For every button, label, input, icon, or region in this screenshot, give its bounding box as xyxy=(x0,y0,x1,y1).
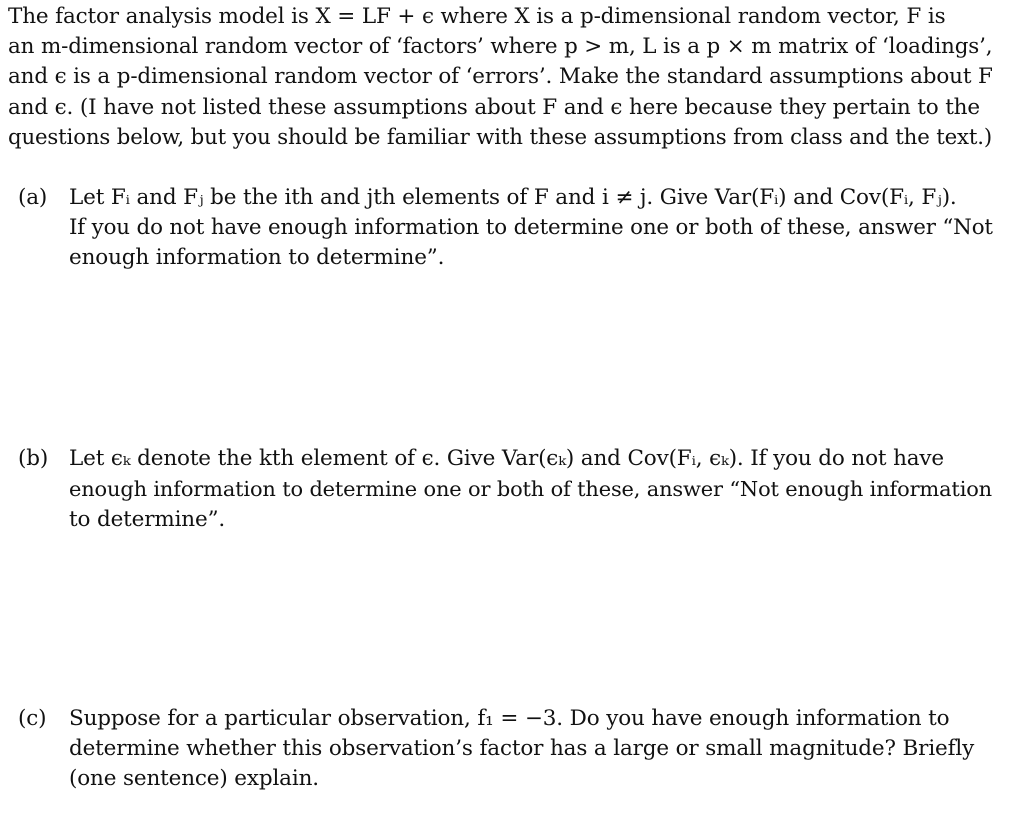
question-line: to determine”. xyxy=(69,507,226,533)
question-line: (one sentence) explain. xyxy=(69,766,319,792)
question-line: Suppose for a particular observation, f₁ = −3. Do you have enough information to xyxy=(69,706,950,731)
question-line: Let ϵₖ denote the kth element of ϵ. Give Var(ϵₖ) and Cov(Fᵢ, ϵₖ). If you do not have xyxy=(69,446,944,471)
intro-line: questions below, but you should be familiar with these assumptions from class and the text.) xyxy=(8,124,993,150)
intro-line: and ϵ is a p-dimensional random vector of ‘errors’. Make the standard assumptions about F xyxy=(8,64,993,90)
question-b xyxy=(18,444,993,536)
intro-line: The factor analysis model is X = LF + ϵ where X is a p-dimensional random vector, F is xyxy=(8,4,946,29)
question-label: (a) xyxy=(18,185,48,210)
question-line: enough information to determine”. xyxy=(69,245,445,271)
question-line: enough information to determine one or both of these, answer “Not enough information xyxy=(69,477,993,502)
question-c xyxy=(18,704,993,795)
question-line: If you do not have enough information to determine one or both of these, answer “Not xyxy=(69,215,993,241)
question-a xyxy=(18,183,993,274)
problem-document xyxy=(8,2,993,792)
intro-line: an m-dimensional random vector of ‘factors’ where p > m, L is a p × m matrix of ‘loadings’, xyxy=(8,34,993,60)
question-line: Let Fᵢ and Fⱼ be the ith and jth elements of F and i ≠ j. Give Var(Fᵢ) and Cov(Fᵢ, Fⱼ). xyxy=(69,185,957,210)
intro-paragraph xyxy=(8,2,993,153)
question-label: (c) xyxy=(18,706,47,731)
question-line: determine whether this observation’s factor has a large or small magnitude? Briefly xyxy=(69,736,975,762)
question-label: (b) xyxy=(18,446,49,471)
intro-line: and ϵ. (I have not listed these assumptions about F and ϵ here because they pertain to the xyxy=(8,94,980,120)
